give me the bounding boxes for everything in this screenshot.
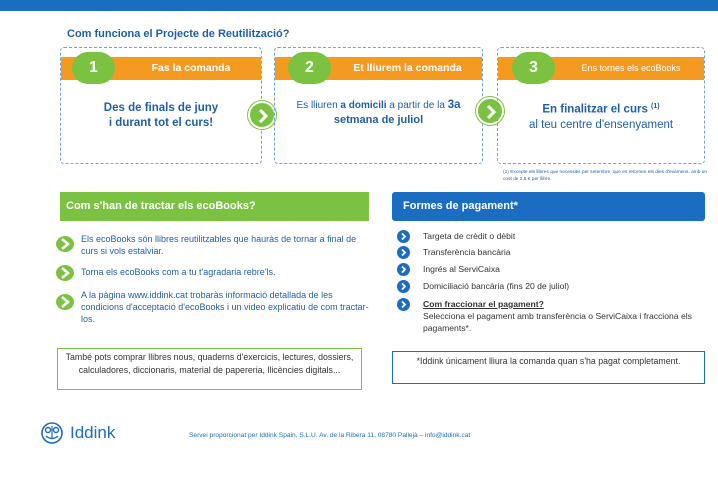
step-3-footnote-ref: (1) xyxy=(651,103,660,110)
iddink-logo xyxy=(40,422,140,444)
step-3-line2: al teu centre d'ensenyament xyxy=(528,118,674,131)
ecobooks-item-3 xyxy=(55,289,367,327)
ecobooks-item-text: Torna els ecoBooks com a tu t'agradaria rebre'ls. xyxy=(81,267,276,277)
step-1-body xyxy=(61,101,261,131)
blue-chevron-icon xyxy=(397,230,410,243)
payment-item-1 xyxy=(397,230,707,243)
ecobooks-item-text: Els ecoBooks són llibres reutilitzables que hauràs de tornar a final de curs si vols estalviar. xyxy=(81,234,357,256)
blue-chevron-icon xyxy=(397,298,410,311)
ecobooks-item-2 xyxy=(55,266,367,284)
top-bar xyxy=(0,0,718,11)
iddink-logo-text: Iddink xyxy=(70,423,116,442)
ecobooks-info-box: També pots comprar llibres nous, quaderns d'exercicis, lectures, dossiers, calculadores, diccionaris, material de papereria, llicències digitals... xyxy=(57,348,362,390)
blue-chevron-icon xyxy=(397,246,410,259)
step-2-label: Et lliurem la comanda xyxy=(353,62,462,74)
chevron-right-icon xyxy=(484,105,498,119)
payment-info-box: *Iddink únicament lliura la comanda quan s'ha pagat completament. xyxy=(392,351,705,384)
footer-text: Servei proporcionat per Iddink Spain, S.L.U. Av. de la Ribera 11, 08780 Pallejà – info@iddink.cat xyxy=(189,432,471,439)
step-2-text-pre: Es lliuren xyxy=(296,100,341,111)
step-2-text-bold2: 3a xyxy=(447,99,461,111)
step-3-label: Ens tornes els ecoBooks xyxy=(581,63,681,73)
step-3-card xyxy=(497,47,705,164)
footnote: (1) Excepte els llibres que necessitis per setembre, que es retornen els dies d'exàmens, amb un cost de 2,5 € per llibre. xyxy=(503,170,708,182)
step-3-text-bold: En finalitzar el curs xyxy=(542,103,652,116)
step-1-line1: Des de finals de juny xyxy=(103,102,219,114)
green-chevron-icon xyxy=(55,235,75,253)
payment-split-block xyxy=(423,298,703,334)
payment-split-text: Selecciona el pagament amb transferència o ServiCaixa i fracciona els pagaments*. xyxy=(423,311,692,333)
payment-heading: Formes de pagament* xyxy=(392,192,705,221)
payment-item-2 xyxy=(397,246,707,259)
payment-item-text: Domiciliació bancària (fins 20 de juliol) xyxy=(423,281,570,291)
step-1-line2: i durant tot el curs! xyxy=(108,117,214,129)
ecobooks-heading: Com s'han de tractar els ecoBooks? xyxy=(60,192,369,221)
step-2-body xyxy=(275,98,482,128)
step-1-number: 1 xyxy=(72,52,115,84)
step-1-card xyxy=(60,47,262,164)
blue-chevron-icon xyxy=(397,263,410,276)
chevron-right-icon xyxy=(256,109,270,123)
step-2-text-post: a partir de la xyxy=(386,100,448,111)
step-3-body xyxy=(498,99,704,133)
step-2-text-bold: a domicili xyxy=(340,100,387,111)
ecobooks-item-text: A la pàgina www.iddink.cat trobaràs informació detallada de les condicions d'acceptació d'ecoBooks i un video explicatiu de com tractar-los. xyxy=(81,290,369,324)
payment-item-split xyxy=(397,298,707,336)
step-3-number: 3 xyxy=(512,52,555,84)
payment-split-title: Com fraccionar el pagament? xyxy=(423,299,544,309)
payment-item-text: Transferència bancària xyxy=(423,247,511,257)
payment-item-3 xyxy=(397,263,707,276)
payment-item-4 xyxy=(397,280,707,293)
next-arrow-1 xyxy=(248,101,276,129)
step-2-line1 xyxy=(275,98,482,113)
step-2-card xyxy=(274,47,483,164)
page-title: Com funciona el Projecte de Reutilització? xyxy=(67,28,290,40)
step-2-number: 2 xyxy=(288,52,331,84)
step-1-label: Fas la comanda xyxy=(151,62,231,74)
green-chevron-icon xyxy=(55,264,75,282)
green-chevron-icon xyxy=(55,293,75,311)
iddink-logo-icon xyxy=(40,422,64,444)
step-3-line1 xyxy=(498,99,704,118)
ecobooks-item-1 xyxy=(55,233,367,257)
payment-item-text: Ingrés al ServiCaixa xyxy=(423,264,500,274)
blue-chevron-icon xyxy=(397,280,410,293)
step-2-line2: setmana de juliol xyxy=(333,114,424,126)
payment-item-text: Targeta de crèdit o dèbit xyxy=(423,231,516,241)
